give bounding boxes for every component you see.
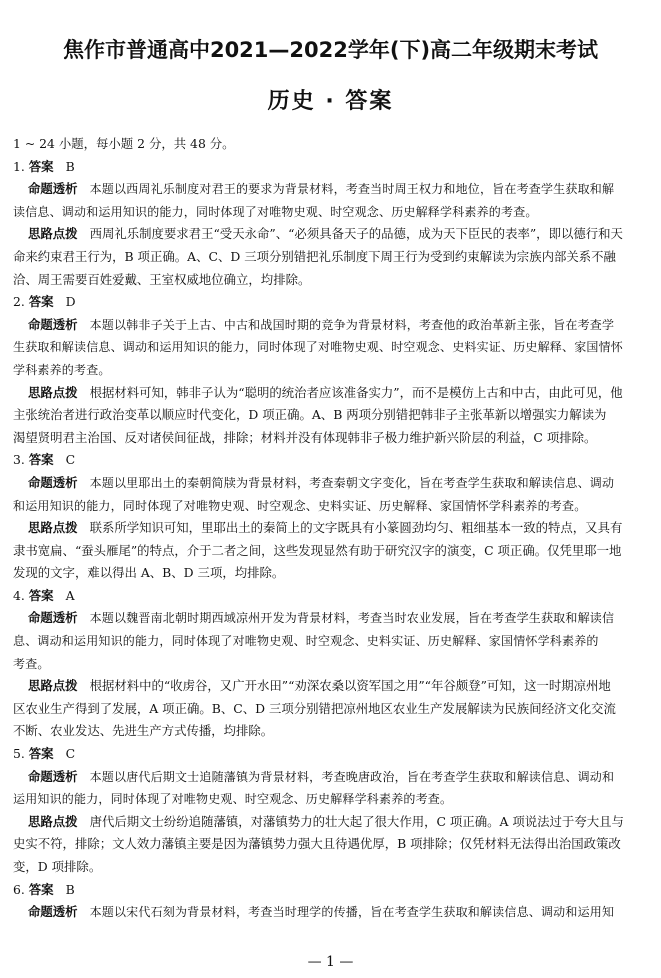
hint-line <box>0 223 661 246</box>
analysis-line <box>0 607 661 630</box>
answer-letter: B <box>65 881 75 897</box>
intro-text: 1 ~ 24 小题，每小题 2 分，共 48 分。 <box>13 136 235 151</box>
hint-line <box>0 856 661 879</box>
analysis-label: 命题透析 <box>28 316 78 332</box>
answer-letter: D <box>65 294 76 310</box>
analysis-text: 本题以唐代后期文士追随藩镇为背景材料，考查晚唐政治，旨在考查学生获取和解读信息、调动和 <box>89 769 615 784</box>
analysis-label: 命题透析 <box>28 181 78 197</box>
question-block <box>0 449 661 585</box>
answer-label: 答案 <box>28 746 54 762</box>
analysis-text: 本题以宋代石刻为背景材料，考查当时理学的传播，旨在考查学生获取和解读信息、调动和运用知 <box>89 905 615 920</box>
hint-label: 思路点拨 <box>28 520 78 536</box>
hint-line <box>0 540 661 563</box>
answer-header <box>0 879 661 902</box>
analysis-text: 本题以里耶出土的秦朝简牍为背景材料，考查秦朝文字变化，旨在考查学生获取和解读信息、调动 <box>89 475 615 490</box>
analysis-label: 命题透析 <box>28 768 78 784</box>
hint-text: 命来约束君王行为，B 项正确。A、C、D 三项分别错把礼乐制度下周王行为受到约束解读为宗族内部关系不融 <box>13 248 616 264</box>
question-number: 4. <box>13 587 25 603</box>
question-block <box>0 585 661 743</box>
hint-text: 史实不符，排除；文人效力藩镇主要是因为藩镇势力强大且待遇优厚，B 项排除；仅凭材料无法得出治国政策改 <box>13 836 621 852</box>
analysis-line <box>0 336 661 359</box>
analysis-line <box>0 766 661 789</box>
answer-label: 答案 <box>28 294 54 310</box>
question-number: 1. <box>13 158 25 174</box>
hint-text: 唐代后期文士纷纷追随藩镇，对藩镇势力的壮大起了很大作用，C 项正确。A 项说法过于夸大且与 <box>89 813 624 829</box>
analysis-text: 考查。 <box>13 656 50 671</box>
hint-text: 不断、农业发达、先进生产方式传播，均排除。 <box>13 723 274 739</box>
analysis-text: 和运用知识的能力，同时体现了对唯物史观、时空观念、史料实证、历史解释、家国情怀学科素养的考查。 <box>13 498 587 513</box>
question-number: 6. <box>13 881 25 897</box>
analysis-line <box>0 653 661 676</box>
analysis-line <box>0 788 661 811</box>
answer-label: 答案 <box>28 881 54 897</box>
analysis-line <box>0 314 661 337</box>
analysis-line <box>0 495 661 518</box>
hint-label: 思路点拨 <box>28 678 78 694</box>
answer-letter: C <box>65 452 76 468</box>
question-list <box>0 156 661 924</box>
hint-text: 区农业生产得到了发展，A 项正确。B、C、D 三项分别错把凉州地区农业生产发展解读为民族间经济文化交流 <box>13 700 616 716</box>
answer-letter: C <box>65 746 76 762</box>
answer-content <box>0 133 661 924</box>
analysis-label: 命题透析 <box>28 610 78 626</box>
analysis-text: 生获取和解读信息、调动和运用知识的能力，同时体现了对唯物史观、时空观念、史料实证、历史解释、家国情怀 <box>13 340 624 355</box>
answer-header <box>0 743 661 766</box>
hint-line <box>0 833 661 856</box>
hint-line <box>0 269 661 292</box>
answer-label: 答案 <box>28 452 54 468</box>
answer-letter: B <box>65 158 75 174</box>
hint-text: 隶书宽扁、“蚕头雁尾”的特点，介于二者之间，这些发现显然有助于研究汉字的演变，C 项正确。仅凭里耶一地 <box>13 542 622 558</box>
hint-text: 发现的文字，难以得出 A、B、D 三项，均排除。 <box>13 565 285 581</box>
hint-text: 联系所学知识可知，里耶出土的秦简上的文字既具有小篆圆劲均匀、粗细基本一致的特点，又具有 <box>89 520 623 536</box>
answer-header <box>0 449 661 472</box>
analysis-line <box>0 201 661 224</box>
analysis-text: 本题以西周礼乐制度对君王的要求为背景材料，考查当时周王权力和地位，旨在考查学生获取和解 <box>89 182 615 197</box>
answer-header <box>0 156 661 179</box>
question-block <box>0 291 661 449</box>
document-title: 焦作市普通高中2021—2022学年(下)高二年级期末考试 <box>62 38 599 62</box>
hint-line <box>0 720 661 743</box>
hint-line <box>0 382 661 405</box>
hint-label: 思路点拨 <box>28 226 78 242</box>
analysis-text: 本题以魏晋南北朝时期西域凉州开发为背景材料，考查当时农业发展，旨在考查学生获取和解读信 <box>89 611 615 626</box>
hint-label: 思路点拨 <box>28 384 78 400</box>
answer-header <box>0 585 661 608</box>
hint-line <box>0 517 661 540</box>
answer-label: 答案 <box>28 158 54 174</box>
hint-text: 西周礼乐制度要求君王“受天永命”、“必须具备天子的品德，成为天下臣民的表率”，即以德行和天 <box>89 226 623 242</box>
answer-label: 答案 <box>28 587 54 603</box>
question-number: 2. <box>13 294 25 310</box>
document-subtitle: 历史 · 答案 <box>267 89 394 114</box>
analysis-line <box>0 472 661 495</box>
hint-text: 渴望贤明君主治国、反对诸侯间征战，排除；材料并没有体现韩非子极力维护新兴阶层的利益，C 项排除。 <box>13 429 597 445</box>
page-number: — 1 — <box>307 954 354 970</box>
question-number: 3. <box>13 452 25 468</box>
hint-text: 根据材料中的“收虏谷，又广开水田”“劝深农桑以资军国之用”“年谷颇登”可知，这一时期凉州地 <box>89 678 611 694</box>
question-number: 5. <box>13 746 25 762</box>
analysis-text: 本题以韩非子关于上古、中古和战国时期的竞争为背景材料，考查他的政治革新主张，旨在考查学 <box>89 317 615 332</box>
hint-line <box>0 562 661 585</box>
analysis-line <box>0 901 661 924</box>
hint-label: 思路点拨 <box>28 813 78 829</box>
hint-line <box>0 404 661 427</box>
hint-text: 根据材料可知，韩非子认为“聪明的统治者应该准备实力”，而不是模仿上古和中古，由此可见，他 <box>89 384 623 400</box>
hint-line <box>0 811 661 834</box>
analysis-line <box>0 359 661 382</box>
answer-header <box>0 291 661 314</box>
question-block <box>0 743 661 879</box>
analysis-line <box>0 630 661 653</box>
hint-line <box>0 698 661 721</box>
answer-letter: A <box>65 587 75 603</box>
hint-text: 变，D 项排除。 <box>13 859 102 874</box>
analysis-label: 命题透析 <box>28 474 78 490</box>
hint-text: 主张统治者进行政治变革以顺应时代变化，D 项正确。A、B 两项分别错把韩非子主张革新以增强实力解读为 <box>13 407 607 423</box>
analysis-label: 命题透析 <box>28 904 78 920</box>
analysis-text: 学科素养的考查。 <box>13 362 111 377</box>
question-block <box>0 879 661 924</box>
hint-line <box>0 427 661 450</box>
hint-text: 洽、周王需要百姓爱戴、王室权威地位确立，均排除。 <box>13 271 311 287</box>
analysis-text: 息、调动和运用知识的能力，同时体现了对唯物史观、时空观念、史料实证、历史解释、家国情怀学科素养的 <box>13 634 599 649</box>
analysis-text: 运用知识的能力，同时体现了对唯物史观、时空观念、历史解释学科素养的考查。 <box>13 792 453 807</box>
hint-line <box>0 675 661 698</box>
hint-line <box>0 246 661 269</box>
analysis-line <box>0 178 661 201</box>
analysis-text: 读信息、调动和运用知识的能力，同时体现了对唯物史观、时空观念、历史解释学科素养的考查。 <box>13 204 538 219</box>
question-block <box>0 156 661 292</box>
